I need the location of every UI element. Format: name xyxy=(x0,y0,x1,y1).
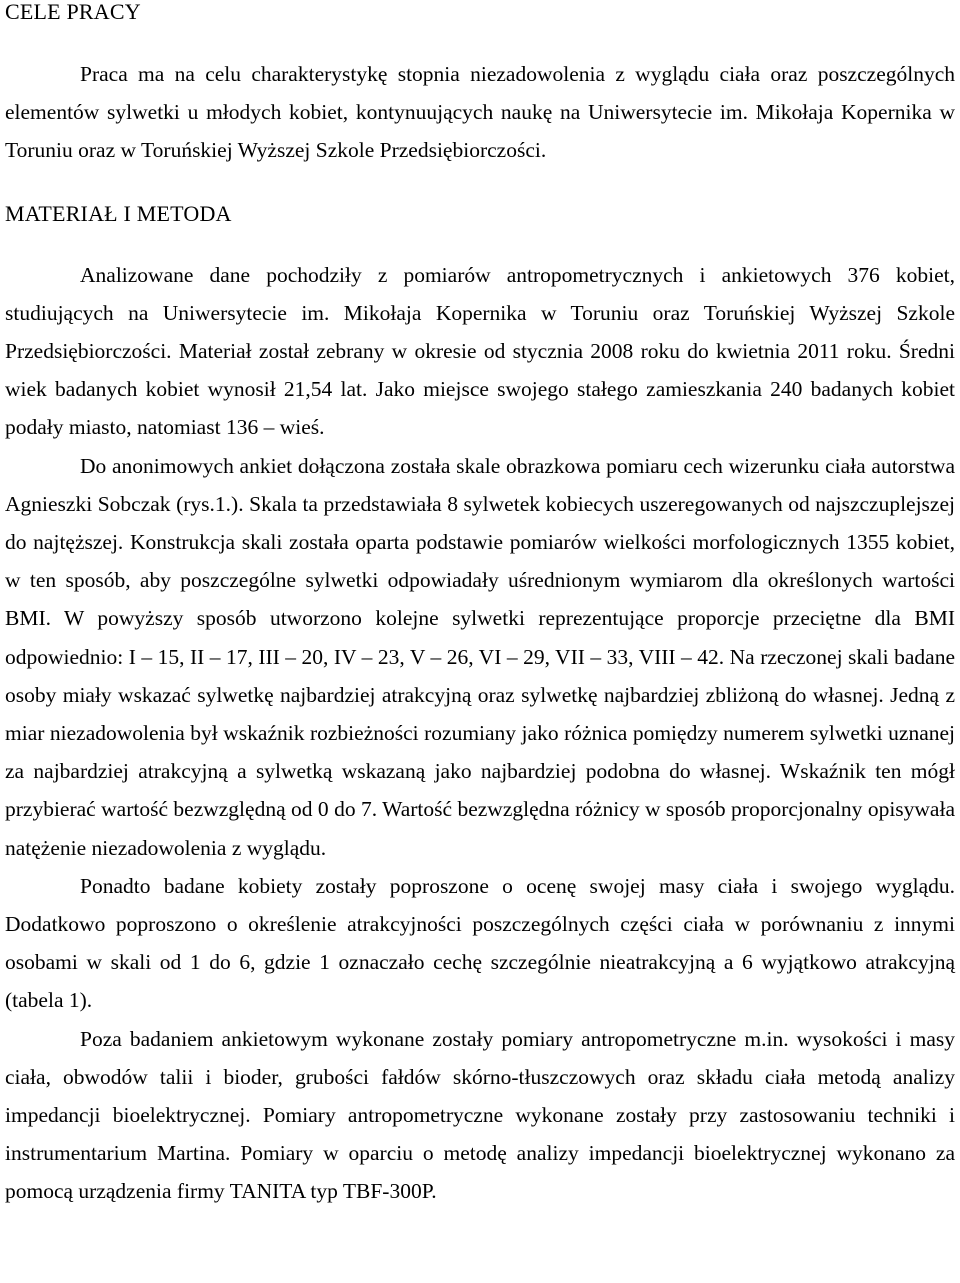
paragraph-material: Analizowane dane pochodziły z pomiarów antropometrycznych i ankietowych 376 kobiet, studiujących na Uniwersytecie im. Mikołaja Kopernika w Toruniu oraz Toruńskiej Wyższej Szkole Przedsiębiorczości. Materiał został zebrany w okresie od stycznia 2008 roku do kwietnia 2011 roku. Średni wiek badanych kobiet wynosił 21,54 lat. Jako miejsce swojego stałego zamieszkania 240 badanych kobiet podały miasto, natomiast 136 – wieś. xyxy=(5,262,955,440)
section-heading-cele-pracy: CELE PRACY xyxy=(5,0,141,24)
paragraph-aim: Praca ma na celu charakterystykę stopnia niezadowolenia z wyglądu ciała oraz poszczególnych elementów sylwetki u młodych kobiet, kontynuujących naukę na Uniwersytecie im. Mikołaja Kopernika w Toruniu oraz w Toruńskiej Wyższej Szkole Przedsiębiorczości. xyxy=(5,62,955,163)
paragraph-survey: Ponadto badane kobiety zostały poproszone o ocenę swojej masy ciała i swojego wyglądu. Dodatkowo poproszono o określenie atrakcyjności poszczególnych części ciała w porównaniu z innymi osobami w skali od 1 do 6, gdzie 1 oznaczało cechę szczególnie nieatrakcyjną a 6 wyjątkowo atrakcyjną (tabela 1). xyxy=(5,873,955,1013)
paragraph-measurements: Poza badaniem ankietowym wykonane zostały pomiary antropometryczne m.in. wysokości i masy ciała, obwodów talii i bioder, grubości fałdów skórno-tłuszczowych oraz składu ciała metodą analizy impedancji bioelektrycznej. Pomiary antropometryczne wykonane zostały przy zastosowaniu techniki i instrumentarium Martina. Pomiary w oparciu o metodę analizy impedancji bioelektrycznej wykonano za pomocą urządzenia firmy TANITA typ TBF-300P. xyxy=(5,1026,955,1204)
document-page xyxy=(5,0,955,1211)
paragraph-scale: Do anonimowych ankiet dołączona została skale obrazkowa pomiaru cech wizerunku ciała autorstwa Agnieszki Sobczak (rys.1.). Skala ta przedstawiała 8 sylwetek kobiecych uszeregowanych od najszczuplejszej do najtęższej. Konstrukcja skali została oparta podstawie pomiarów wielkości morfologicznych 1355 kobiet, w ten sposób, aby poszczególne sylwetki odpowiadały uśrednionym wymiarom dla określonych wartości BMI. W powyższy sposób utworzono kolejne sylwetki reprezentujące proporcje przeciętne dla BMI odpowiednio: I – 15, II – 17, III – 20, IV – 23, V – 26, VI – 29, VII – 33, VIII – 42. Na rzeczonej skali badane osoby miały wskazać sylwetkę najbardziej atrakcyjną oraz sylwetkę najbardziej zbliżoną do własnej. Jedną z miar niezadowolenia był wskaźnik rozbieżności rozumiany jako różnica pomiędzy numerem sylwetki uznanej za najbardziej atrakcyjną a sylwetką wskazaną jako najbardziej podobna do własnej. Wskaźnik ten mógł przybierać wartość bezwzględną od 0 do 7. Wartość bezwzględna różnicy w sposób proporcjonalny opisywała natężenie niezadowolenia z wyglądu. xyxy=(5,453,955,860)
section-heading-material-i-metoda: MATERIAŁ I METODA xyxy=(5,200,232,226)
